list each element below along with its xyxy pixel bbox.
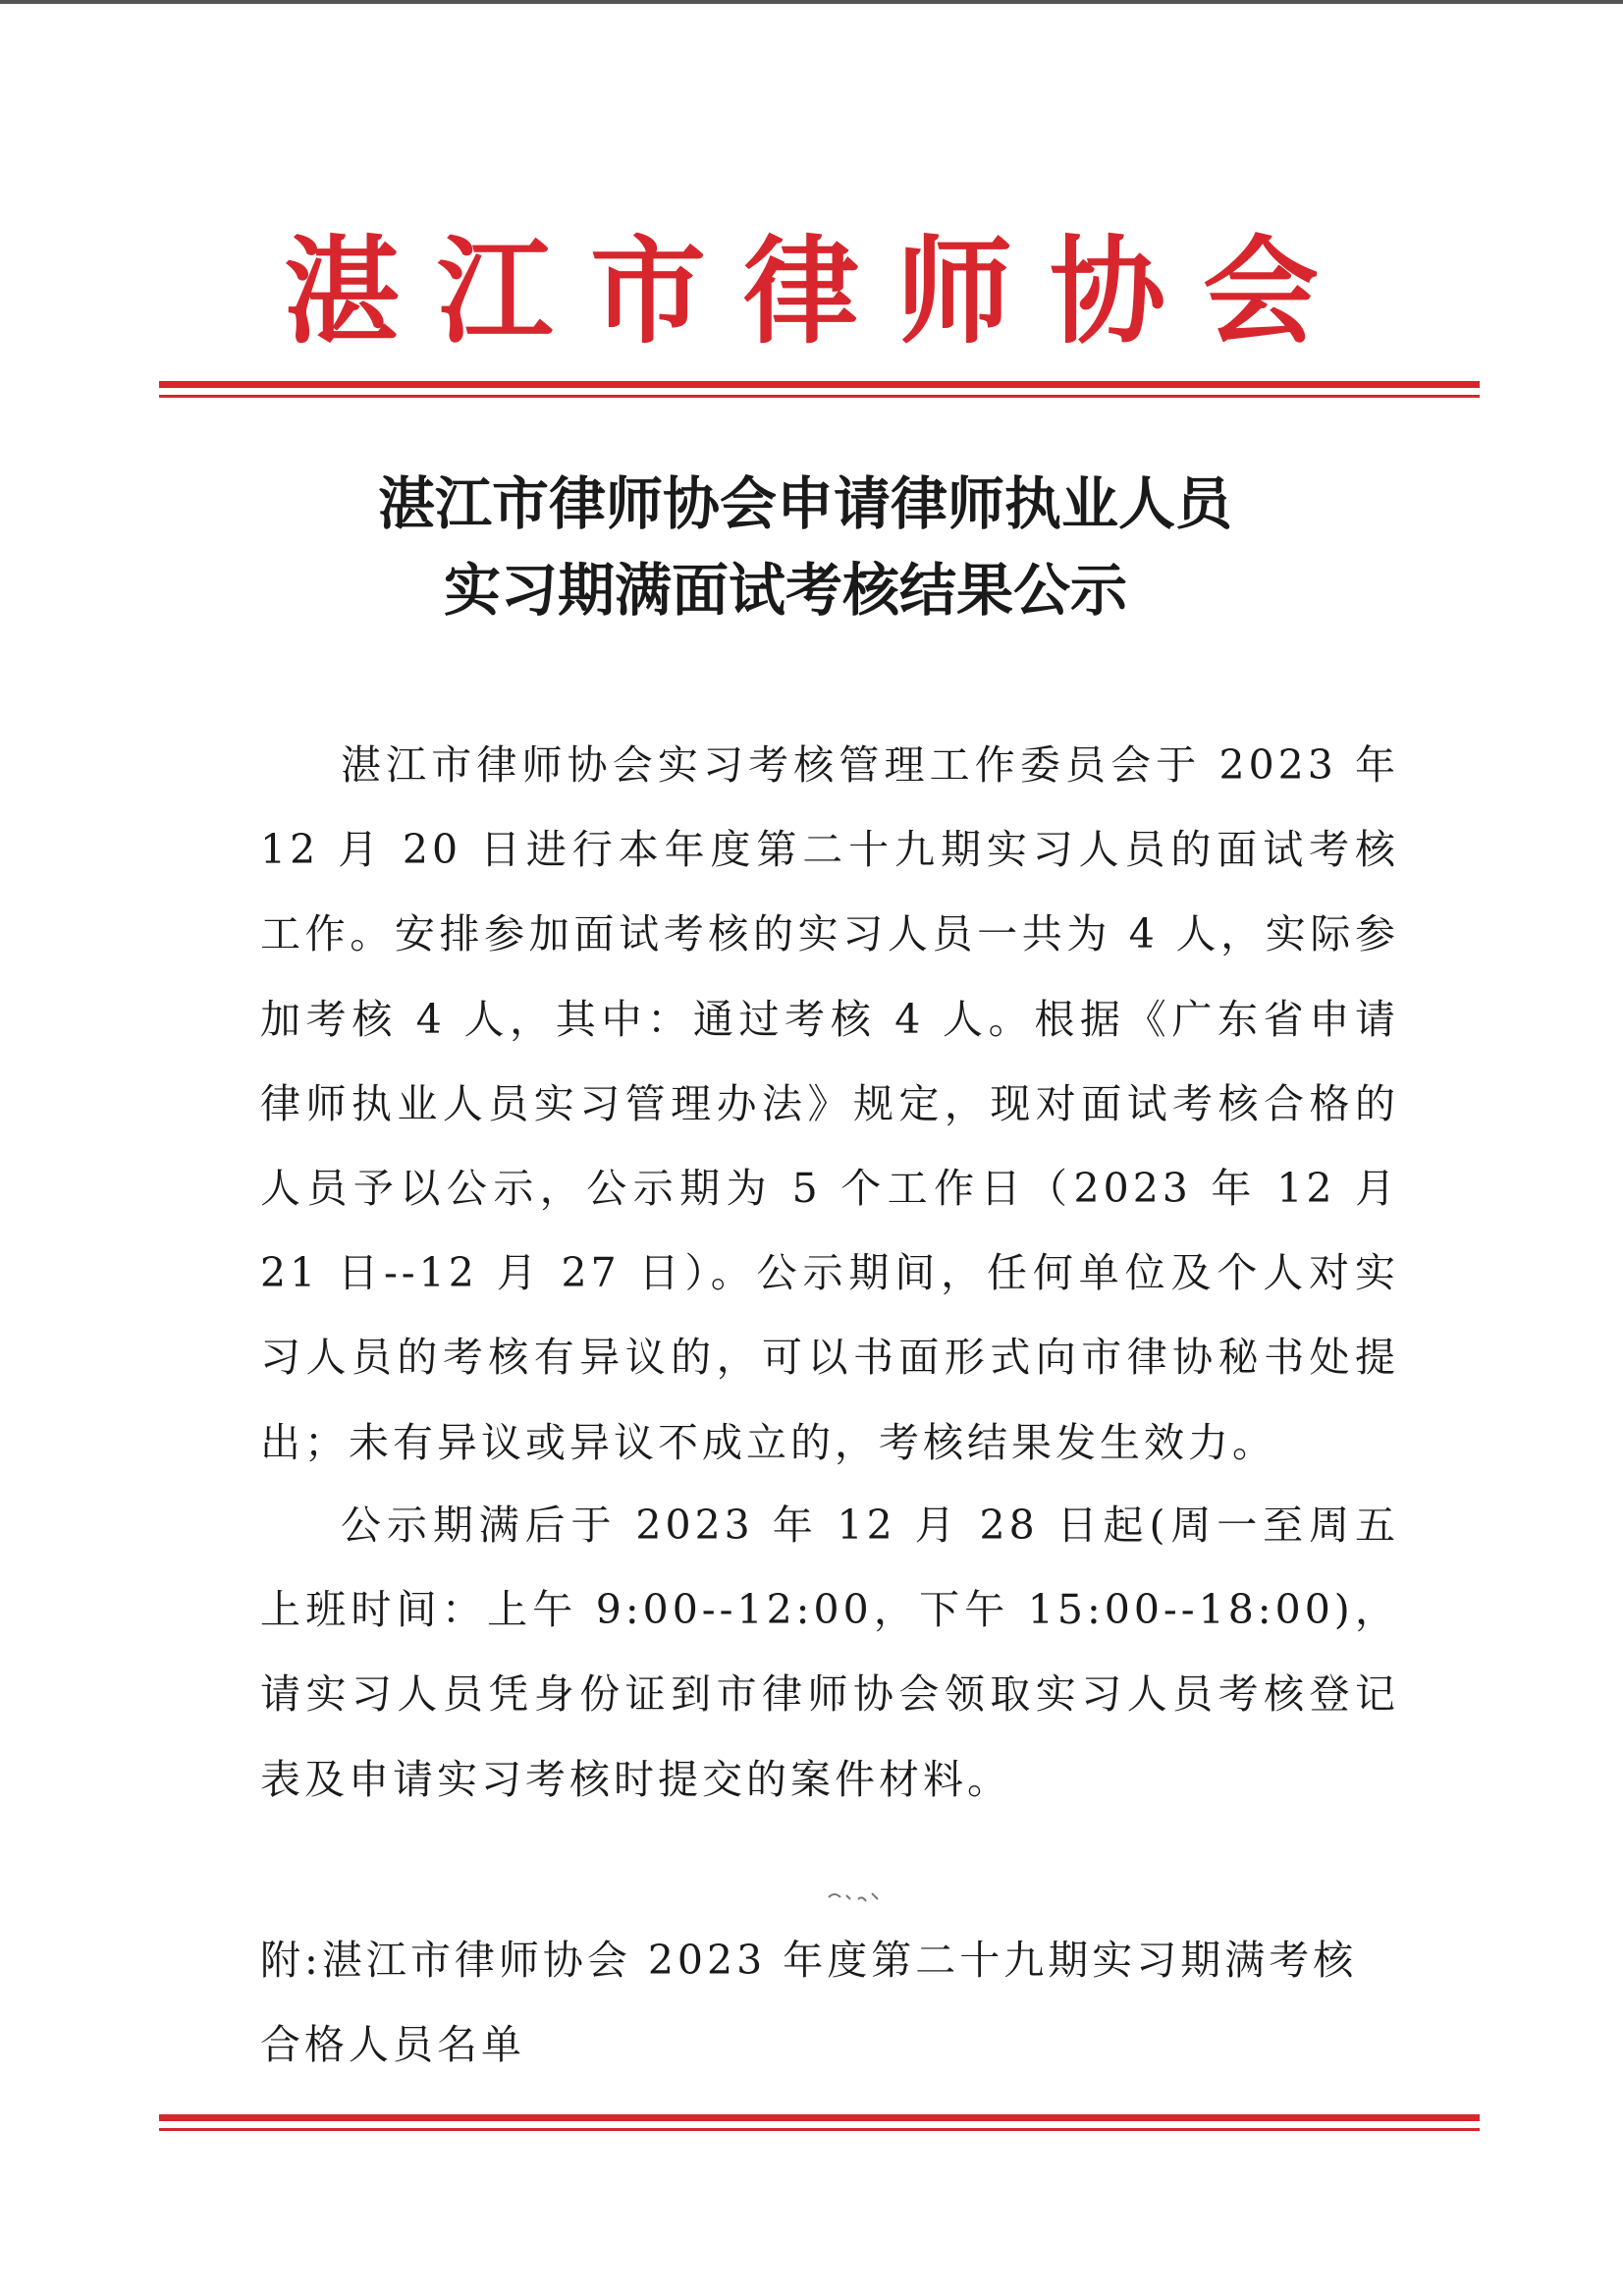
footer-thick-rule [159,2114,1480,2121]
body-paragraph-1 [260,723,1399,1485]
body-paragraph-2 [260,1483,1399,1822]
body-paragraph-1-text: 湛江市律师协会实习考核管理工作委员会于 2023 年 12 月 20 日进行本年度第二十九期实习人员的面试考核工作。安排参加面试考核的实习人员一共为 4 人，实际参加考核 4 人，其中：通过考核 4 人。根据《广东省申请律师执业人员实习管理办法》规定，现对面试考核合格的人员予以公示，公示期为 5 个工作日（2023 年 12 月 21 日--12 月 27 日）。公示期间，任何单位及个人对实习人员的考核有异议的，可以书面形式向市律协秘书处提出；未有异议或异议不成立的，考核结果发生效力。 [260,741,1399,1466]
letterhead-org-name: 湛江市律师协会 [283,223,1356,359]
document-title-line1: 湛江市律师协会申请律师执业人员 [378,470,1233,537]
footer-thin-rule [159,2128,1480,2131]
scan-top-edge [0,0,1623,4]
body-paragraph-2-text: 公示期满后于 2023 年 12 月 28 日起(周一至周五上班时间：上午 9:00--12:00，下午 15:00--18:00)，请实习人员凭身份证到市律师协会领取实习人员考核登记表及申请实习考核时提交的案件材料。 [260,1502,1399,1803]
document-title-line2: 实习期满面试考核结果公示 [444,557,1128,624]
header-thick-rule [159,381,1480,388]
attachment-note: 附:湛江市律师协会 2023 年度第二十九期实习期满考核合格人员名单 [260,1937,1358,2068]
scan-speck-mark [825,1886,893,1909]
header-thin-rule [159,395,1480,398]
